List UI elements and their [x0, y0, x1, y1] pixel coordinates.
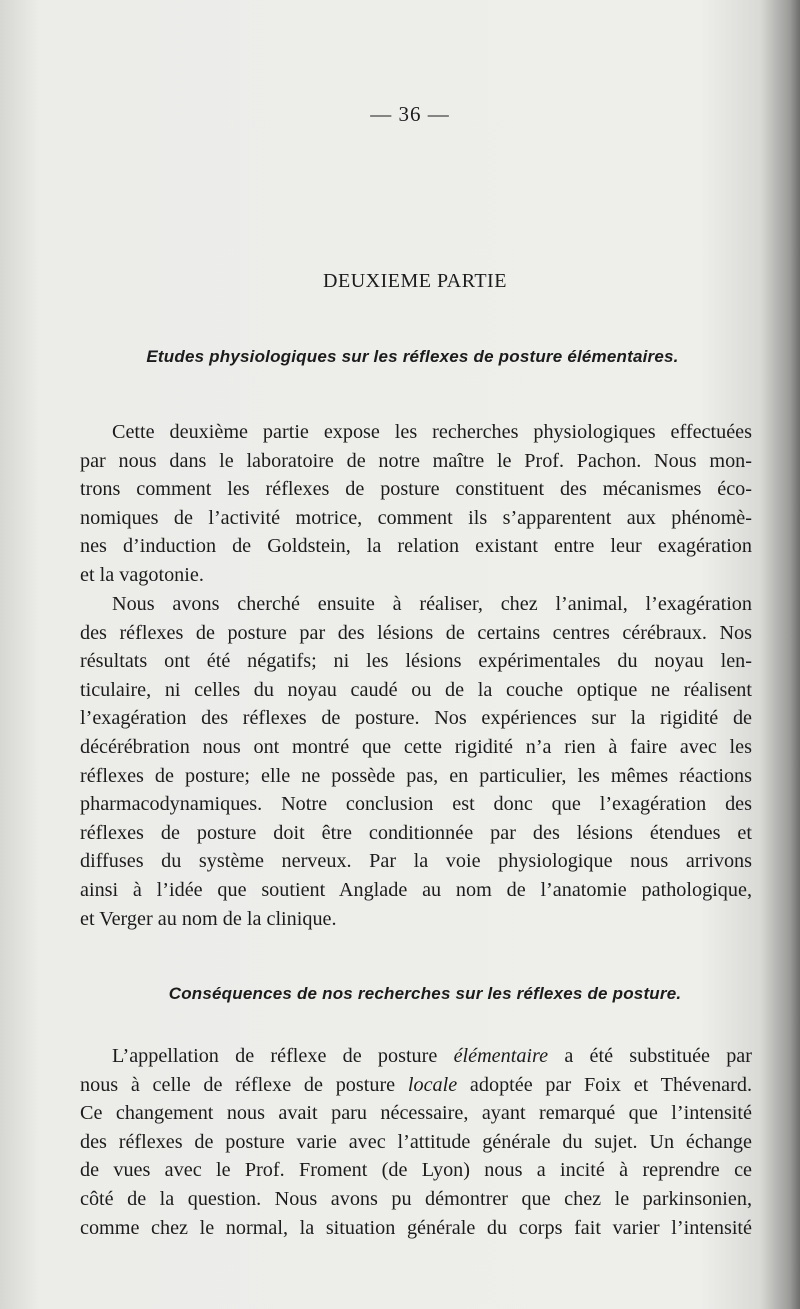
text-line: Ce changement nous avait paru nécessaire, ayant remarqué que l’intensité: [80, 1102, 752, 1125]
text-line: par nous dans le laboratoire de notre maître le Prof. Pachon. Nous mon-: [80, 449, 752, 472]
text-line: Nous avons cherché ensuite à réaliser, chez l’animal, l’exagération: [112, 593, 752, 615]
text-run: adoptée par Foix et Thévenard.: [457, 1073, 752, 1096]
text-line: ainsi à l’idée que soutient Anglade au nom de l’anatomie pathologique,: [80, 878, 752, 901]
section-heading: Conséquences de nos recherches sur les réflexes de posture.: [168, 984, 682, 1003]
text-run: L’appellation de réflexe de posture: [112, 1045, 454, 1067]
text-line: et la vagotonie.: [80, 563, 204, 586]
text-line: des réflexes de posture par des lésions de certains centres cérébraux. Nos: [80, 621, 752, 644]
text-run: a été substituée par: [548, 1045, 752, 1067]
emphasis: élémentaire: [453, 1045, 549, 1067]
part-title: DEUXIEME PARTIE: [323, 270, 507, 292]
text-line: [80, 1042, 752, 1071]
text-line: côté de la question. Nous avons pu démontrer que chez le parkinsonien,: [80, 1187, 752, 1210]
text-line: l’exagération des réflexes de posture. Nos expériences sur la rigidité de: [80, 707, 752, 730]
paragraph: [80, 1042, 752, 1242]
text-line: de vues avec le Prof. Froment (de Lyon) nous a incité à reprendre ce: [80, 1159, 752, 1182]
text-run: nous à celle de réflexe de posture: [80, 1073, 408, 1096]
paragraph: [80, 590, 752, 933]
text-line: Cette deuxième partie expose les recherches physiologiques effectuées: [112, 421, 752, 443]
text-line: diffuses du système nerveux. Par la voie physiologique nous arrivons: [80, 850, 752, 873]
text-line: ticulaire, ni celles du noyau caudé ou de la couche optique ne réalisent: [80, 678, 752, 701]
text-line: des réflexes de posture varie avec l’attitude générale du sujet. Un échange: [80, 1130, 752, 1153]
text-line: comme chez le normal, la situation générale du corps fait varier l’intensité: [80, 1216, 752, 1239]
text-line: résultats ont été négatifs; ni les lésions expérimentales du noyau len-: [80, 650, 752, 673]
page-number: — 36 —: [370, 102, 450, 126]
text-line: réflexes de posture doit être conditionnée par des lésions étendues et: [80, 821, 752, 844]
text-line: réflexes de posture; elle ne possède pas, en particulier, les mêmes réactions: [80, 764, 752, 787]
text-line: trons comment les réflexes de posture constituent des mécanismes éco-: [80, 478, 752, 501]
text-line: [80, 1071, 752, 1100]
section-heading: Etudes physiologiques sur les réflexes de posture élémentaires.: [146, 347, 679, 366]
text-line: décérébration nous ont montré que cette rigidité n’a rien à faire avec les: [80, 735, 752, 758]
text-line: nes d’induction de Goldstein, la relation existant entre leur exagération: [80, 535, 752, 558]
text-line: nomiques de l’activité motrice, comment ils s’apparentent aux phénomè-: [80, 506, 752, 529]
text-line: et Verger au nom de la clinique.: [80, 907, 337, 930]
paragraph: [80, 418, 752, 590]
emphasis: locale: [407, 1073, 458, 1096]
text-line: pharmacodynamiques. Notre conclusion est donc que l’exagération des: [80, 793, 752, 816]
